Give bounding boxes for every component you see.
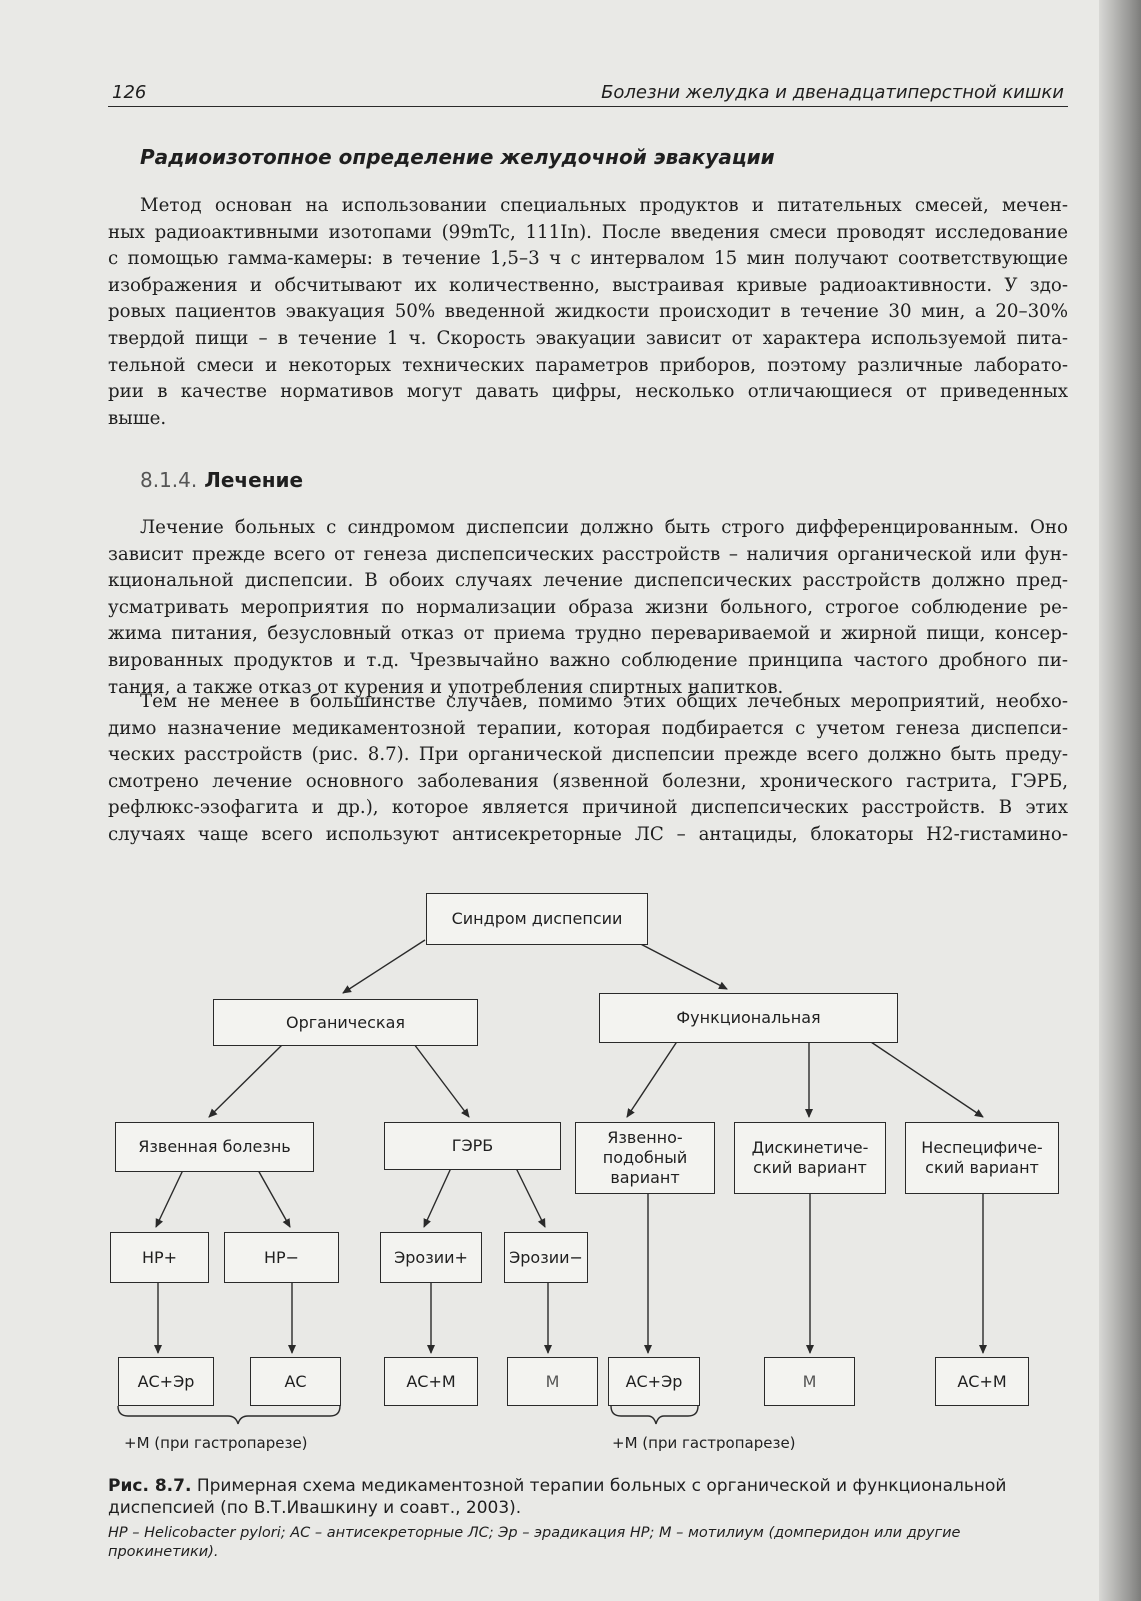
- arrow-ulcer-hpplus: [156, 1170, 183, 1227]
- running-title: Болезни желудка и двенадцатиперстной кишки: [601, 82, 1064, 103]
- text-line: Тем не менее в большинстве случаев, помимо этих общих лечебных мероприятий, необхо-: [140, 691, 1068, 712]
- box-ulcer-like: Язвенно-подобный вариант: [575, 1122, 715, 1194]
- page-edge-shadow: [1099, 0, 1141, 1601]
- subsection-heading: [140, 468, 303, 492]
- text-line: случаях чаще всего используют антисекреторные ЛС – антациды, блокаторы H2-гистамино-: [108, 823, 1068, 845]
- arrow-root-organic: [343, 940, 425, 993]
- subsection-title: Лечение: [204, 468, 304, 492]
- text-line: усматривать мероприятия по нормализации образа жизни больного, строгое соблюдение ре-: [108, 596, 1068, 618]
- arrow-gerd-erosplus: [424, 1168, 451, 1227]
- brace-right: [611, 1406, 698, 1424]
- box-gerd: ГЭРБ: [384, 1122, 561, 1170]
- subsection-number: 8.1.4.: [140, 468, 198, 492]
- text-line: кциональной диспепсии. В обоих случаях лечение диспепсических расстройств должно пред-: [108, 570, 1068, 592]
- text-line: с помощью гамма-камеры: в течение 1,5–3 ч с интервалом 15 мин получают соответствующие: [108, 248, 1068, 270]
- page-number: 126: [112, 82, 147, 103]
- figure-caption: [108, 1475, 1068, 1519]
- treatment-paragraph-2: [108, 689, 1068, 849]
- box-treatment-m-2: М: [764, 1357, 855, 1406]
- text-line: димо назначение медикаментозной терапии, которая подбирается с учетом генеза диспепси-: [108, 717, 1068, 739]
- arrow-ulcer-hpminus: [258, 1170, 290, 1227]
- box-erosions-plus: Эрозии+: [380, 1232, 482, 1283]
- box-hp-plus: НР+: [110, 1232, 209, 1283]
- box-erosions-minus: Эрозии−: [504, 1232, 588, 1283]
- box-functional: Функциональная: [599, 993, 898, 1043]
- text-line: Лечение больных с синдромом диспепсии должно быть строго дифференцированным. Оно: [140, 517, 1068, 538]
- text-line: ных радиоактивными изотопами (99mTc, 111In). После введения смеси проводят исследование: [108, 221, 1068, 243]
- text-line: ровых пациентов эвакуация 50% введенной жидкости происходит в течение 30 мин, а 20–30%: [108, 301, 1068, 323]
- arrow-organic-gerd: [414, 1044, 469, 1117]
- text-line: смотрено лечение основного заболевания (язвенной болезни, хронического гастрита, ГЭРБ,: [108, 770, 1068, 792]
- text-line: твердой пищи – в течение 1 ч. Скорость эвакуации зависит от характера используемой пита-: [108, 327, 1068, 349]
- treatment-paragraph-1: [108, 515, 1068, 701]
- box-treatment-ac: АС: [250, 1357, 341, 1406]
- note-gastroparesis-right: +М (при гастропарезе): [612, 1434, 796, 1452]
- box-treatment-ac-er-1: АС+Эр: [118, 1357, 214, 1406]
- text-line: тания, а также отказ от курения и употребления спиртных напитков.: [108, 676, 784, 698]
- brace-left: [118, 1406, 340, 1424]
- box-treatment-ac-m-2: АС+М: [935, 1357, 1029, 1406]
- arrow-organic-ulcer: [209, 1044, 283, 1117]
- text-line: ческих расстройств (рис. 8.7). При органической диспепсии прежде всего должно быть преду-: [108, 744, 1068, 766]
- box-hp-minus: НР−: [224, 1232, 339, 1283]
- text-line: рии в качестве нормативов могут давать цифры, несколько отличающиеся от приведенных: [108, 381, 1068, 403]
- text-line: рефлюкс-эзофагита и др.), которое является причиной диспепсических расстройств. В этих: [108, 797, 1068, 819]
- text-line: тельной смеси и некоторых технических параметров приборов, поэтому различные лаборато-: [108, 354, 1068, 376]
- running-head: [108, 80, 1068, 107]
- arrow-root-functional: [633, 940, 727, 989]
- text-line: изображения и обсчитывают их количественно, выстраивая кривые радиоактивности. У здо-: [108, 274, 1068, 296]
- box-treatment-ac-er-2: АС+Эр: [608, 1357, 700, 1406]
- box-root: Синдром диспепсии: [426, 893, 648, 945]
- arrow-gerd-erosminus: [516, 1168, 545, 1227]
- box-organic: Органическая: [213, 999, 478, 1046]
- section-heading: Радиоизотопное определение желудочной эвакуации: [140, 145, 775, 169]
- section-paragraph: [108, 193, 1068, 432]
- text-line: жима питания, безусловный отказ от приема трудно перевариваемой и жирной пищи, консер-: [108, 623, 1068, 645]
- caption-label: Рис. 8.7.: [108, 1476, 192, 1496]
- caption-legend: НР – Helicobacter pylori; АС – антисекреторные ЛС; Эр – эрадикация НР; М – мотилиум (домперидон или другие прокинетики).: [108, 1525, 961, 1560]
- box-ulcer: Язвенная болезнь: [115, 1122, 314, 1172]
- box-treatment-ac-m-1: АС+М: [384, 1357, 478, 1406]
- box-treatment-m-1: М: [507, 1357, 598, 1406]
- box-dyskinetic: Дискинетиче-ский вариант: [734, 1122, 886, 1194]
- note-gastroparesis-left: +М (при гастропарезе): [124, 1434, 308, 1452]
- text-line: выше.: [108, 407, 167, 429]
- caption-text: Примерная схема медикаментозной терапии больных с органической и функциональной диспепсией (по В.Т.Ивашкину и соавт., 2003).: [108, 1476, 1007, 1518]
- arrow-functional-ulcerlike: [627, 1040, 678, 1117]
- text-line: Метод основан на использовании специальных продуктов и питательных смесей, мечен-: [140, 195, 1068, 216]
- arrow-functional-nonspecific: [868, 1040, 983, 1117]
- text-line: зависит прежде всего от генеза диспепсических расстройств – наличия органической или фун-: [108, 543, 1068, 565]
- text-line: вированных продуктов и т.д. Чрезвычайно важно соблюдение принципа частого дробного пи-: [108, 649, 1068, 671]
- box-nonspecific: Неспецифиче-ский вариант: [905, 1122, 1059, 1194]
